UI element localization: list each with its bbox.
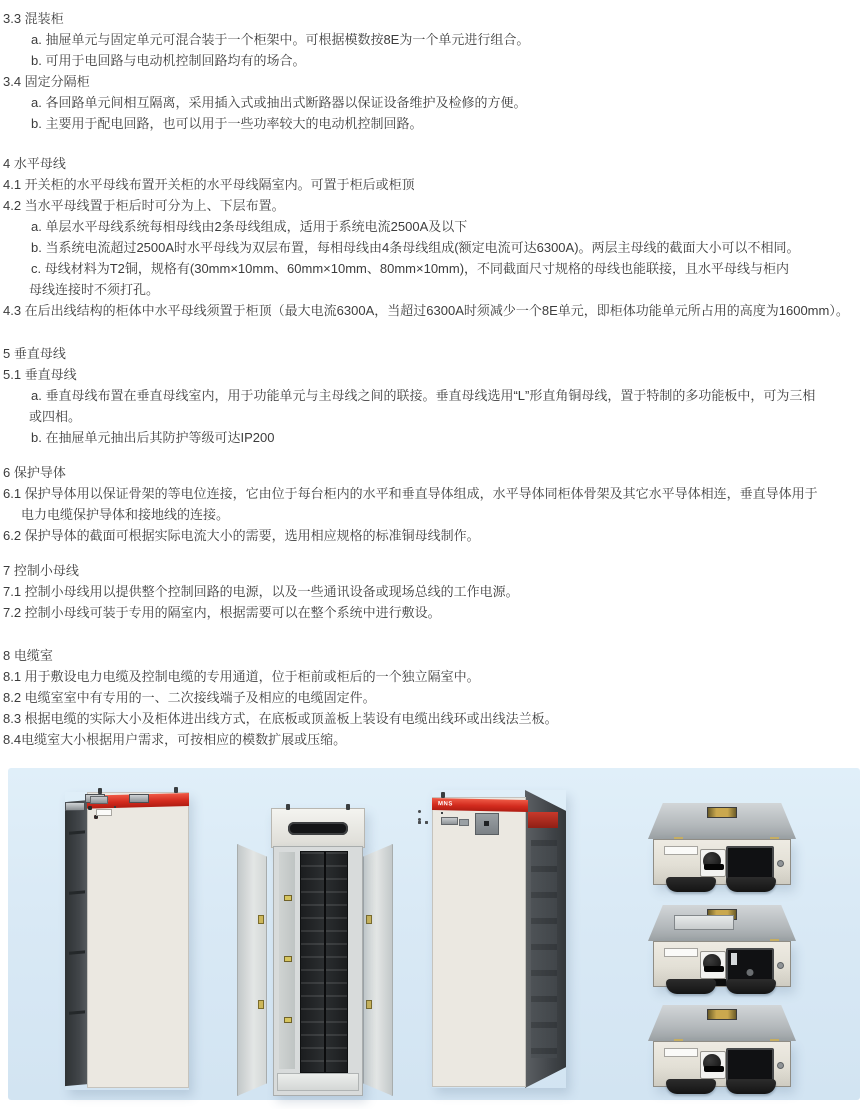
drawer-rows [88,806,188,1087]
doc-line: 8.4电缆室大小根据用户需求，可按相应的模数扩展或压缩。 [3,732,347,747]
section-heading: 7 控制小母线 [3,563,79,578]
photo-open-cabinet [233,808,397,1100]
lock-button [777,962,784,969]
doc-line: 或四相。 [29,409,82,424]
doc-line: 4.1 开关柜的水平母线布置开关柜的水平母线隔室内。可置于柜后或柜顶 [3,177,415,192]
drawer-unit [475,813,499,835]
name-plate [664,1048,698,1057]
rotary-switch [700,1051,726,1079]
cabinet-front [87,792,189,1088]
lifting-bolt [174,787,178,793]
section-heading: 8 电缆室 [3,648,53,663]
rotary-switch [700,849,726,877]
section-cable-compartment [0,645,864,750]
brand-label: MNS [438,801,453,808]
display-window [726,846,774,881]
drawer-unit [81,806,83,808]
doc-line: 8.2 电缆室室中有专用的一、二次接线端子及相应的电缆固定件。 [3,690,376,705]
indicator-display [726,948,774,983]
rear-connector [707,1009,737,1020]
section-control-busbar [0,560,864,623]
doc-line: 8.3 根据电缆的实际大小及柜体进出线方式，在底板或顶盖板上装设有电缆出线环或出线法兰板。 [3,711,558,726]
doc-line: 电力电缆保护导体和接地线的连接。 [21,507,230,522]
section-heading: 5 垂直母线 [3,346,66,361]
vent-slot [288,822,348,835]
doc-line: b. 当系统电流超过2500A时水平母线为双层布置，每相母线由4条母线组成(额定电流可达6300A)。两层主母线的截面大小可以不相同。 [31,240,800,255]
interior-sill [277,1073,359,1091]
double-drawer-unit [114,806,116,808]
doc-line: 5.1 垂直母线 [3,367,77,382]
doc-line: 7.2 控制小母线可装于专用的隔室内，根据需要可以在整个系统中进行敷设。 [3,605,441,620]
display-window [726,1048,774,1083]
lock-button [777,860,784,867]
open-door-left [237,844,267,1096]
cabinet-side-panel [65,800,89,1086]
section-heading: 6 保护导体 [3,465,66,480]
section-protective-conductor [0,462,864,546]
section-horizontal-busbar [0,153,864,321]
drawer-handle [666,1079,716,1094]
section-heading: 3.4 固定分隔柜 [3,74,90,89]
doc-line: 6.2 保护导体的截面可根据实际电流大小的需要，选用相应规格的标准铜母线制作。 [3,528,480,543]
doc-line: a. 垂直母线布置在垂直母线室内，用于功能单元与主母线之间的联接。垂直母线选用“L”形直角铜母线，置于特制的多功能板中，可为三相 [31,388,816,403]
section-mixed-cabinets [0,8,864,134]
doc-line: a. 抽屉单元与固定单元可混合装于一个柜架中。可根据模数按8E为一个单元进行组合。 [31,32,530,47]
section-heading: 4 水平母线 [3,156,66,171]
drawer-handle [726,1079,776,1094]
lock-button [777,1062,784,1069]
drawer-rows [433,810,525,1086]
rear-connector [707,807,737,818]
doc-line: b. 在抽屉单元抽出后其防护等级可达IP200 [31,430,275,445]
photo-drawer-unit-2 [648,905,796,989]
side-red-band [528,812,558,828]
photo-drawer-unit-1 [648,803,796,887]
photo-drawer-cabinet-right [432,790,566,1088]
drawer-tray [648,905,796,941]
doc-line: 6.1 保护导体用以保证骨架的等电位连接，它由位于每台柜内的水平和垂直导体组成，水平导体同柜体骨架及其它水平导体相连，垂直导体用于 [3,486,818,501]
cabinet-interior [273,846,363,1096]
doc-line: 8.1 用于敷设电力电缆及控制电缆的专用通道，位于柜前或柜后的一个独立隔室中。 [3,669,480,684]
vertical-busbar-column [300,851,348,1073]
drawer-handle [666,979,716,994]
photo-drawer-cabinet-left [65,792,189,1090]
doc-line: b. 主要用于配电回路，也可以用于一些功率较大的电动机控制回路。 [31,116,423,131]
lifting-bolt [286,804,290,810]
lifting-bolt [346,804,350,810]
drawer-front-panel [653,839,791,885]
drawer-tray [648,1005,796,1041]
doc-line: a. 单层水平母线系统每相母线由2条母线组成，适用于系统电流2500A及以下 [31,219,468,234]
cabinet-side-panel [525,790,566,1088]
drawer-front-panel [653,1041,791,1087]
doc-line: b. 可用于电回路与电动机控制回路均有的场合。 [31,53,306,68]
drawer-tray [648,803,796,839]
drawer-handle [666,877,716,892]
section-vertical-busbar [0,343,864,448]
drawer-front-panel [653,941,791,987]
drawer-handle [726,979,776,994]
doc-line: a. 各回路单元间相互隔离，采用插入式或抽出式断路器以保证设备维护及检修的方便。 [31,95,527,110]
product-photo-panel [8,768,860,1100]
doc-line: 7.1 控制小母线用以提供整个控制回路的电源，以及一些通讯设备或现场总线的工作电源。 [3,584,519,599]
doc-line: c. 母线材料为T2铜，规格有(30mm×10mm、60mm×10mm、80mm×10mm)，不同截面尺寸规格的母线也能联接，且水平母线与柜内 [31,261,790,276]
interior-rail [279,852,295,1069]
lifting-bolt [441,792,445,798]
doc-line: 母线连接时不须打孔。 [29,282,160,297]
drawer-handle [726,877,776,892]
doc-line: 4.2 当水平母线置于柜后时可分为上、下层布置。 [3,198,285,213]
rotary-switch [700,951,726,979]
name-plate [664,846,698,855]
name-plate [664,948,698,957]
open-door-right [363,844,393,1096]
section-heading: 3.3 混装柜 [3,11,64,26]
cabinet-front [432,797,526,1087]
top-box [271,808,365,848]
tray-device [674,915,734,930]
doc-line: 4.3 在后出线结构的柜体中水平母线须置于柜顶（最大电流6300A，当超过6300A时须减少一个8E单元，即柜体功能单元所占用的高度为1600mm）。 [3,303,849,318]
photo-drawer-unit-3 [648,1005,796,1089]
